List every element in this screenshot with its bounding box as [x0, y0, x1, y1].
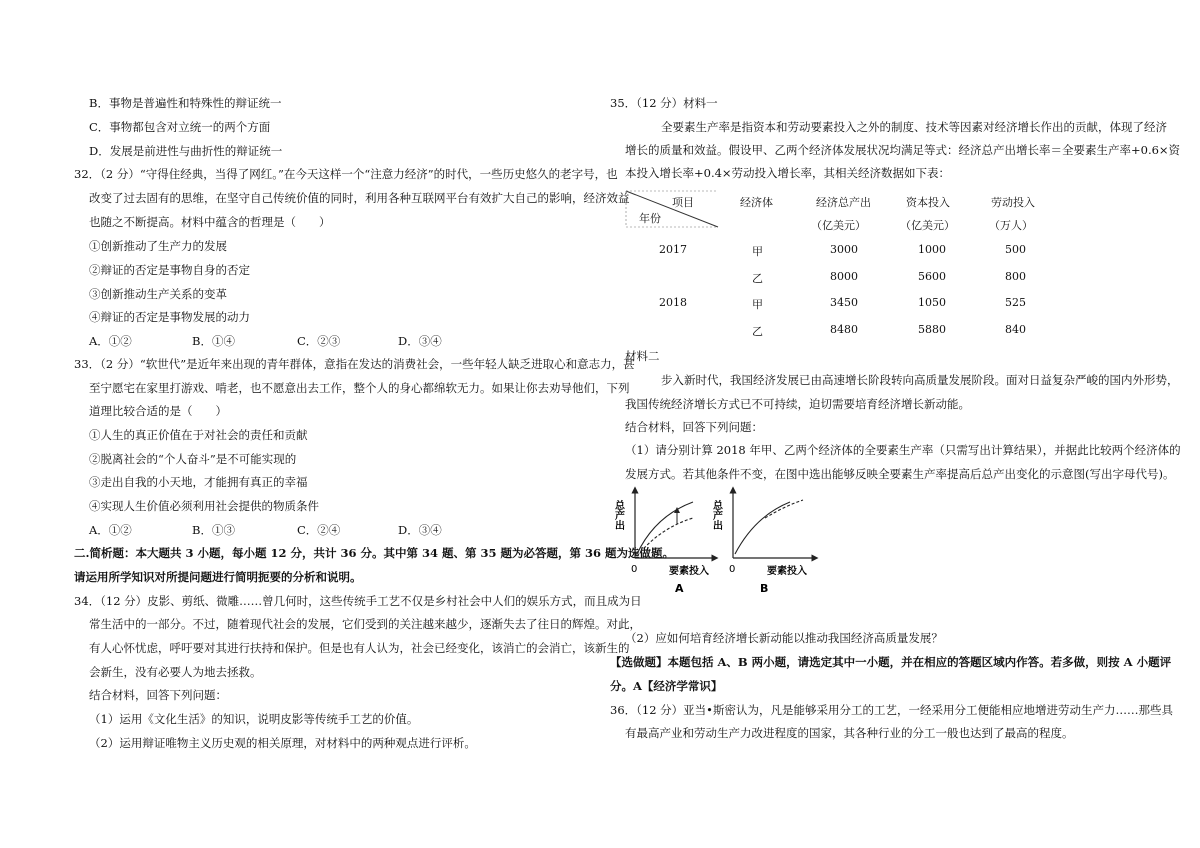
q35-material2-line1: 步入新时代，我国经济发展已由高速增长阶段转向高质量发展阶段。面对日益复杂严峻的国内外形势， — [661, 373, 1179, 387]
q33-statement-1: ①人生的真正价值在于对社会的责任和贡献 — [89, 428, 308, 442]
q33-option-b: B．①③ — [192, 523, 235, 537]
q31-option-b: B．事物是普遍性和特殊性的辩证统一 — [89, 96, 282, 110]
row4-entity: 乙 — [752, 325, 763, 338]
q33-stem-line1: 33．（2 分）“软世代”是近年来出现的青年群体，意指在发达的消费社会，一些年轻人缺乏进取心和意志力，甚 — [74, 357, 635, 371]
row3-output: 3450 — [830, 296, 858, 309]
q35-material2-heading: 材料二 — [625, 349, 660, 363]
q35-material1-line3: 本投入增长率+0.4×劳动投入增长率，其相关经济数据如下表： — [625, 166, 951, 180]
q34-stem-line1: 34．（12 分）皮影、剪纸、微雕……曾几何时，这些传统手工艺不仅是乡村社会中人们的娱乐方式，而且成为日 — [74, 594, 642, 608]
q35-material1-line2: 增长的质量和效益。假设甲、乙两个经济体发展状况均满足等式：经济总产出增长率＝全要素生产率+0.6×资 — [625, 143, 1181, 157]
row1-output: 3000 — [830, 243, 858, 256]
q32-statement-2: ②辩证的否定是事物自身的否定 — [89, 263, 250, 277]
q33-stem-line2: 至宁愿宅在家里打游戏、啃老，也不愿意出去工作，整个人的身心都绵软无力。如果让你去劝导他们，下列 — [89, 381, 630, 395]
header-labor: 劳动投入 — [991, 196, 1035, 209]
row1-labor: 500 — [1005, 243, 1026, 256]
output-graphs — [612, 488, 830, 598]
q32-option-c: C．②③ — [297, 334, 341, 348]
q32-option-d: D．③④ — [398, 334, 442, 348]
graph-b-ylabel: 总产出 — [710, 500, 722, 530]
graph-b-xlabel: 要素投入 — [767, 566, 807, 577]
row1-capital: 1000 — [918, 243, 946, 256]
q33-option-a: A．①② — [89, 523, 132, 537]
q32-statement-4: ④辩证的否定是事物发展的动力 — [89, 310, 250, 324]
row2-entity: 乙 — [752, 272, 763, 285]
elective-heading-line2: 分。A【经济学常识】 — [610, 679, 723, 693]
graph-a — [613, 490, 716, 595]
q33-stem-line3: 道理比较合适的是（ ） — [89, 404, 227, 418]
header-capital: 资本投入 — [906, 196, 950, 209]
graph-b-label: B — [760, 582, 769, 595]
q33-statement-2: ②脱离社会的“个人奋斗”是不可能实现的 — [89, 452, 297, 466]
q34-stem-line3: 有人心怀忧虑，呼吁要对其进行扶持和保护。但是也有人认为，社会已经变化，该消亡的会消亡，该新生的 — [89, 641, 630, 655]
row4-labor: 840 — [1005, 323, 1026, 336]
q35-heading: 35．（12 分）材料一 — [610, 96, 718, 110]
graph-a-ylabel: 总产出 — [612, 500, 624, 530]
q34-part2: （2）运用辩证唯物主义历史观的相关原理，对材料中的两种观点进行评析。 — [89, 736, 476, 750]
row3-entity: 甲 — [752, 298, 763, 311]
unit-labor: （万人） — [989, 219, 1033, 232]
q32-option-a: A．①② — [89, 334, 132, 348]
q34-part1: （1）运用《文化生活》的知识，说明皮影等传统手工艺的价值。 — [89, 712, 419, 726]
q32-stem-line2: 改变了过去固有的思维，在坚守自己传统价值的同时，利用各种互联网平台有效扩大自己的影响，经济效益 — [89, 191, 630, 205]
q35-ask: 结合材料，回答下列问题： — [625, 420, 763, 434]
unit-capital: （亿美元） — [900, 219, 955, 232]
q35-part2: （2）应如何培育经济增长新动能以推动我国经济高质量发展？ — [625, 631, 943, 645]
q32-stem-line3: 也随之不断提高。材料中蕴含的哲理是（ ） — [89, 215, 331, 229]
q36-stem-line1: 36．（12 分）亚当•斯密认为，凡是能够采用分工的工艺，一经采用分工便能相应地增进劳动生产力……那些具 — [610, 703, 1173, 717]
q31-option-c: C．事物都包含对立统一的两个方面 — [89, 120, 271, 134]
q36-stem-line2: 有最高产业和劳动生产力改进程度的国家，其各种行业的分工一般也达到了最高的程度。 — [625, 726, 1074, 740]
graph-b-original-curve — [735, 502, 790, 554]
q35-material1-line1: 全要素生产率是指资本和劳动要素投入之外的制度、技术等因素对经济增长作出的贡献，体现了经济 — [661, 120, 1167, 134]
header-output: 经济总产出 — [816, 196, 871, 209]
graph-a-label: A — [675, 582, 684, 595]
row3-labor: 525 — [1005, 296, 1026, 309]
q35-material2-line2: 我国传统经济增长方式已不可持续，迫切需要培育经济增长新动能。 — [625, 397, 970, 411]
row3-year: 2018 — [659, 296, 687, 309]
row2-capital: 5600 — [918, 270, 946, 283]
row1-year: 2017 — [659, 243, 687, 256]
diagonal-label-item: 项目 — [672, 196, 694, 209]
q32-option-b: B．①④ — [192, 334, 235, 348]
section2-heading-line2: 请运用所学知识对所提问题进行简明扼要的分析和说明。 — [74, 570, 362, 584]
row2-output: 8000 — [830, 270, 858, 283]
q33-statement-4: ④实现人生价值必须利用社会提供的物质条件 — [89, 499, 319, 513]
graph-b-dashed-curve — [765, 500, 803, 518]
graph-a-xlabel: 要素投入 — [669, 566, 709, 577]
q32-stem-line1: 32．（2 分）“守得住经典，当得了网红。”在今天这样一个“注意力经济”的时代，一些历史悠久的老字号，也 — [74, 167, 618, 181]
q33-option-c: C．②④ — [297, 523, 341, 537]
q34-stem-line4: 会新生，没有必要人为地去拯救。 — [89, 665, 262, 679]
q34-ask: 结合材料，回答下列问题： — [89, 688, 227, 702]
graph-a-origin: 0 — [631, 564, 638, 575]
row4-output: 8480 — [830, 323, 858, 336]
q35-part1-line1: （1）请分别计算 2018 年甲、乙两个经济体的全要素生产率（只需写出计算结果），并据此比较两个经济体的 — [625, 443, 1181, 457]
graph-a-dashed-curve — [637, 518, 693, 556]
q31-option-d: D．发展是前进性与曲折性的辩证统一 — [89, 144, 283, 158]
graph-b — [711, 490, 816, 595]
q32-statement-1: ①创新推动了生产力的发展 — [89, 239, 227, 253]
header-economy: 经济体 — [740, 196, 773, 209]
q35-part1-line2: 发展方式。若其他条件不变，在图中选出能够反映全要素生产率提高后总产出变化的示意图(写出字母代号)。 — [625, 467, 1175, 481]
row2-labor: 800 — [1005, 270, 1026, 283]
diagonal-label-year: 年份 — [639, 212, 661, 225]
q32-statement-3: ③创新推动生产关系的变革 — [89, 287, 227, 301]
section2-heading-line1: 二.简析题：本大题共 3 小题，每小题 12 分，共计 36 分。其中第 34 题、第 35 题为必答题，第 36 题为选做题。 — [74, 546, 675, 560]
q34-stem-line2: 常生活中的一部分。不过，随着现代社会的发展，它们受到的关注越来越少，逐渐失去了往日的辉煌。对此， — [89, 617, 641, 631]
row3-capital: 1050 — [918, 296, 946, 309]
unit-output: （亿美元） — [811, 219, 866, 232]
row4-capital: 5880 — [918, 323, 946, 336]
elective-heading-line1: 【选做题】本题包括 A、B 两小题，请选定其中一小题，并在相应的答题区域内作答。若多做，则按 A 小题评 — [610, 655, 1172, 669]
q33-statement-3: ③走出自我的小天地，才能拥有真正的幸福 — [89, 475, 308, 489]
q33-option-d: D．③④ — [398, 523, 442, 537]
graph-b-origin: 0 — [729, 564, 736, 575]
row1-entity: 甲 — [752, 245, 763, 258]
